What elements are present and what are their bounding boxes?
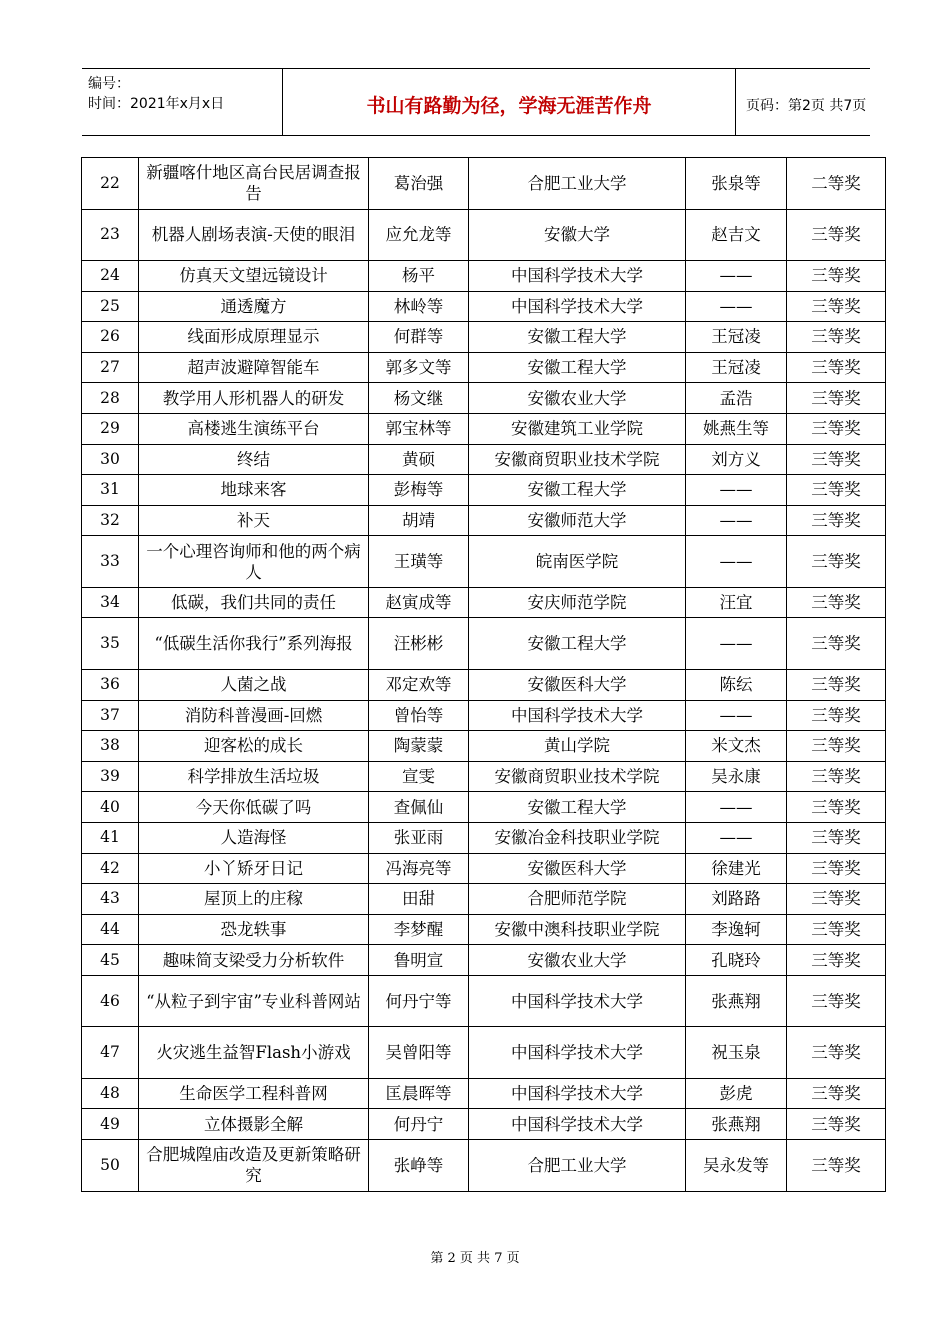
- entry-title: 地球来客: [139, 475, 369, 506]
- entry-author: 应允龙等: [369, 209, 469, 261]
- entry-school: 安徽农业大学: [469, 945, 686, 976]
- table-row: [82, 853, 886, 884]
- entry-author: 彭梅等: [369, 475, 469, 506]
- table-row: [82, 1078, 886, 1109]
- entry-advisor: ——: [686, 261, 787, 292]
- entry-title: 补天: [139, 505, 369, 536]
- entry-school: 黄山学院: [469, 731, 686, 762]
- entry-author: 冯海亮等: [369, 853, 469, 884]
- entry-title: 恐龙轶事: [139, 914, 369, 945]
- entry-author: 林岭等: [369, 291, 469, 322]
- entry-author: 田甜: [369, 884, 469, 915]
- entry-number: 41: [82, 822, 139, 853]
- table-row: [82, 475, 886, 506]
- entry-number: 45: [82, 945, 139, 976]
- entry-school: 安徽师范大学: [469, 505, 686, 536]
- entry-title: 科学排放生活垃圾: [139, 761, 369, 792]
- entry-advisor: 刘方义: [686, 444, 787, 475]
- entry-award: 三等奖: [787, 669, 886, 700]
- entry-advisor: 张泉等: [686, 158, 787, 210]
- table-row: [82, 413, 886, 444]
- entry-school: 安徽工程大学: [469, 352, 686, 383]
- entry-number: 50: [82, 1140, 139, 1192]
- entry-advisor: 孟浩: [686, 383, 787, 414]
- table-row: [82, 700, 886, 731]
- entry-author: 何丹宁: [369, 1109, 469, 1140]
- entry-advisor: ——: [686, 822, 787, 853]
- entry-advisor: 张燕翔: [686, 975, 787, 1027]
- entry-number: 42: [82, 853, 139, 884]
- entry-author: 王璜等: [369, 536, 469, 588]
- entry-number: 26: [82, 322, 139, 353]
- entry-title: 高楼逃生演练平台: [139, 413, 369, 444]
- entry-school: 合肥工业大学: [469, 158, 686, 210]
- entry-title: 生命医学工程科普网: [139, 1078, 369, 1109]
- motto-text: 书山有路勤为径，学海无涯苦作舟: [366, 95, 652, 117]
- entry-advisor: ——: [686, 291, 787, 322]
- entry-author: 杨文继: [369, 383, 469, 414]
- entry-number: 33: [82, 536, 139, 588]
- entry-author: 葛治强: [369, 158, 469, 210]
- table-row: [82, 444, 886, 475]
- entry-school: 安徽大学: [469, 209, 686, 261]
- entry-title: 屋顶上的庄稼: [139, 884, 369, 915]
- entry-school: 安徽工程大学: [469, 618, 686, 670]
- entry-title: 人菌之战: [139, 669, 369, 700]
- entry-award: 三等奖: [787, 383, 886, 414]
- entry-title: 仿真天文望远镜设计: [139, 261, 369, 292]
- entry-title: 今天你低碳了吗: [139, 792, 369, 823]
- table-row: [82, 536, 886, 588]
- date-label: 时间：2021年x月x日: [88, 96, 225, 112]
- header-page-cell: [736, 69, 870, 135]
- table-row: [82, 505, 886, 536]
- entry-school: 中国科学技术大学: [469, 975, 686, 1027]
- entry-school: 安徽医科大学: [469, 669, 686, 700]
- entry-advisor: 赵吉文: [686, 209, 787, 261]
- entry-title: 教学用人形机器人的研发: [139, 383, 369, 414]
- entry-number: 40: [82, 792, 139, 823]
- entry-award: 三等奖: [787, 1027, 886, 1079]
- entry-number: 28: [82, 383, 139, 414]
- entry-title: 立体摄影全解: [139, 1109, 369, 1140]
- table-row: [82, 731, 886, 762]
- award-table-body: [82, 158, 886, 1192]
- entry-number: 44: [82, 914, 139, 945]
- entry-school: 皖南医学院: [469, 536, 686, 588]
- entry-award: 三等奖: [787, 731, 886, 762]
- entry-number: 35: [82, 618, 139, 670]
- table-row: [82, 261, 886, 292]
- entry-school: 安徽农业大学: [469, 383, 686, 414]
- entry-award: 三等奖: [787, 975, 886, 1027]
- entry-author: 杨平: [369, 261, 469, 292]
- entry-title: 终结: [139, 444, 369, 475]
- entry-school: 中国科学技术大学: [469, 291, 686, 322]
- entry-advisor: ——: [686, 618, 787, 670]
- entry-school: 合肥工业大学: [469, 1140, 686, 1192]
- entry-number: 23: [82, 209, 139, 261]
- entry-title: 消防科普漫画-回燃: [139, 700, 369, 731]
- entry-award: 三等奖: [787, 853, 886, 884]
- entry-author: 鲁明宣: [369, 945, 469, 976]
- entry-school: 中国科学技术大学: [469, 700, 686, 731]
- entry-school: 安徽工程大学: [469, 475, 686, 506]
- table-row: [82, 322, 886, 353]
- entry-title: 人造海怪: [139, 822, 369, 853]
- entry-school: 中国科学技术大学: [469, 1078, 686, 1109]
- entry-author: 何丹宁等: [369, 975, 469, 1027]
- entry-award: 三等奖: [787, 914, 886, 945]
- entry-award: 三等奖: [787, 792, 886, 823]
- entry-school: 安徽商贸职业技术学院: [469, 444, 686, 475]
- entry-title: 趣味简支梁受力分析软件: [139, 945, 369, 976]
- header-motto-cell: [282, 69, 736, 135]
- entry-school: 安徽商贸职业技术学院: [469, 761, 686, 792]
- entry-title: 火灾逃生益智Flash小游戏: [139, 1027, 369, 1079]
- entry-award: 三等奖: [787, 945, 886, 976]
- entry-number: 30: [82, 444, 139, 475]
- header-info-cell: [82, 69, 282, 135]
- entry-author: 郭多文等: [369, 352, 469, 383]
- table-row: [82, 352, 886, 383]
- entry-advisor: 陈纭: [686, 669, 787, 700]
- entry-author: 赵寅成等: [369, 587, 469, 618]
- entry-advisor: 吴永康: [686, 761, 787, 792]
- entry-author: 匡晨晖等: [369, 1078, 469, 1109]
- entry-number: 22: [82, 158, 139, 210]
- page-header: [82, 68, 870, 136]
- entry-title: 超声波避障智能车: [139, 352, 369, 383]
- entry-author: 曾怡等: [369, 700, 469, 731]
- table-row: [82, 884, 886, 915]
- table-row: [82, 669, 886, 700]
- entry-author: 张亚雨: [369, 822, 469, 853]
- entry-advisor: ——: [686, 475, 787, 506]
- entry-author: 汪彬彬: [369, 618, 469, 670]
- entry-number: 29: [82, 413, 139, 444]
- entry-number: 49: [82, 1109, 139, 1140]
- entry-advisor: 王冠凌: [686, 352, 787, 383]
- entry-award: 三等奖: [787, 413, 886, 444]
- entry-number: 31: [82, 475, 139, 506]
- entry-advisor: ——: [686, 700, 787, 731]
- table-row: [82, 975, 886, 1027]
- entry-school: 合肥师范学院: [469, 884, 686, 915]
- page-number-label: 页码：第2页 共7页: [746, 98, 867, 114]
- entry-number: 37: [82, 700, 139, 731]
- entry-award: 二等奖: [787, 158, 886, 210]
- entry-award: 三等奖: [787, 475, 886, 506]
- entry-advisor: 李逸轲: [686, 914, 787, 945]
- entry-advisor: 祝玉泉: [686, 1027, 787, 1079]
- entry-author: 郭宝林等: [369, 413, 469, 444]
- entry-award: 三等奖: [787, 536, 886, 588]
- entry-title: 新疆喀什地区高台民居调查报告: [139, 158, 369, 210]
- entry-author: 黄硕: [369, 444, 469, 475]
- page-footer: 第 2 页 共 7 页: [430, 1251, 520, 1266]
- entry-award: 三等奖: [787, 587, 886, 618]
- award-table: [81, 157, 886, 1192]
- table-row: [82, 158, 886, 210]
- entry-award: 三等奖: [787, 261, 886, 292]
- entry-school: 中国科学技术大学: [469, 1109, 686, 1140]
- entry-award: 三等奖: [787, 505, 886, 536]
- entry-title: 小丫矫牙日记: [139, 853, 369, 884]
- entry-number: 48: [82, 1078, 139, 1109]
- entry-author: 胡靖: [369, 505, 469, 536]
- table-row: [82, 1109, 886, 1140]
- entry-author: 邓定欢等: [369, 669, 469, 700]
- entry-advisor: 徐建光: [686, 853, 787, 884]
- entry-author: 何群等: [369, 322, 469, 353]
- entry-number: 24: [82, 261, 139, 292]
- entry-title: 一个心理咨询师和他的两个病人: [139, 536, 369, 588]
- entry-number: 25: [82, 291, 139, 322]
- entry-school: 安徽中澳科技职业学院: [469, 914, 686, 945]
- entry-number: 36: [82, 669, 139, 700]
- entry-award: 三等奖: [787, 884, 886, 915]
- table-row: [82, 1027, 886, 1079]
- entry-advisor: 吴永发等: [686, 1140, 787, 1192]
- entry-award: 三等奖: [787, 444, 886, 475]
- table-row: [82, 383, 886, 414]
- entry-award: 三等奖: [787, 700, 886, 731]
- entry-author: 吴曾阳等: [369, 1027, 469, 1079]
- entry-award: 三等奖: [787, 1109, 886, 1140]
- table-row: [82, 822, 886, 853]
- table-row: [82, 1140, 886, 1192]
- entry-advisor: 米文杰: [686, 731, 787, 762]
- entry-award: 三等奖: [787, 322, 886, 353]
- entry-advisor: 张燕翔: [686, 1109, 787, 1140]
- entry-school: 中国科学技术大学: [469, 1027, 686, 1079]
- entry-advisor: 汪宜: [686, 587, 787, 618]
- entry-number: 32: [82, 505, 139, 536]
- table-row: [82, 209, 886, 261]
- entry-title: “从粒子到宇宙”专业科普网站: [139, 975, 369, 1027]
- entry-school: 安庆师范学院: [469, 587, 686, 618]
- table-row: [82, 914, 886, 945]
- entry-number: 39: [82, 761, 139, 792]
- table-row: [82, 291, 886, 322]
- entry-school: 中国科学技术大学: [469, 261, 686, 292]
- entry-author: 宣雯: [369, 761, 469, 792]
- entry-school: 安徽工程大学: [469, 792, 686, 823]
- entry-title: 迎客松的成长: [139, 731, 369, 762]
- entry-title: 低碳，我们共同的责任: [139, 587, 369, 618]
- entry-advisor: 刘路路: [686, 884, 787, 915]
- entry-title: 合肥城隍庙改造及更新策略研究: [139, 1140, 369, 1192]
- entry-author: 查佩仙: [369, 792, 469, 823]
- entry-advisor: ——: [686, 505, 787, 536]
- entry-number: 38: [82, 731, 139, 762]
- entry-number: 34: [82, 587, 139, 618]
- serial-number-label: 编号：: [88, 76, 130, 92]
- entry-award: 三等奖: [787, 822, 886, 853]
- entry-advisor: ——: [686, 536, 787, 588]
- entry-title: 通透魔方: [139, 291, 369, 322]
- table-row: [82, 792, 886, 823]
- entry-advisor: 姚燕生等: [686, 413, 787, 444]
- entry-award: 三等奖: [787, 352, 886, 383]
- entry-author: 陶蒙蒙: [369, 731, 469, 762]
- entry-author: 张峥等: [369, 1140, 469, 1192]
- entry-award: 三等奖: [787, 1140, 886, 1192]
- entry-title: “低碳生活你我行”系列海报: [139, 618, 369, 670]
- entry-award: 三等奖: [787, 761, 886, 792]
- entry-advisor: 彭虎: [686, 1078, 787, 1109]
- table-row: [82, 587, 886, 618]
- entry-award: 三等奖: [787, 291, 886, 322]
- entry-award: 三等奖: [787, 1078, 886, 1109]
- entry-award: 三等奖: [787, 209, 886, 261]
- table-row: [82, 618, 886, 670]
- entry-advisor: ——: [686, 792, 787, 823]
- entry-award: 三等奖: [787, 618, 886, 670]
- entry-advisor: 孔晓玲: [686, 945, 787, 976]
- entry-school: 安徽建筑工业学院: [469, 413, 686, 444]
- entry-advisor: 王冠凌: [686, 322, 787, 353]
- entry-number: 46: [82, 975, 139, 1027]
- entry-title: 机器人剧场表演-天使的眼泪: [139, 209, 369, 261]
- entry-school: 安徽医科大学: [469, 853, 686, 884]
- entry-number: 43: [82, 884, 139, 915]
- entry-title: 线面形成原理显示: [139, 322, 369, 353]
- table-row: [82, 945, 886, 976]
- entry-number: 27: [82, 352, 139, 383]
- entry-number: 47: [82, 1027, 139, 1079]
- entry-school: 安徽工程大学: [469, 322, 686, 353]
- table-row: [82, 761, 886, 792]
- entry-school: 安徽冶金科技职业学院: [469, 822, 686, 853]
- entry-author: 李梦醒: [369, 914, 469, 945]
